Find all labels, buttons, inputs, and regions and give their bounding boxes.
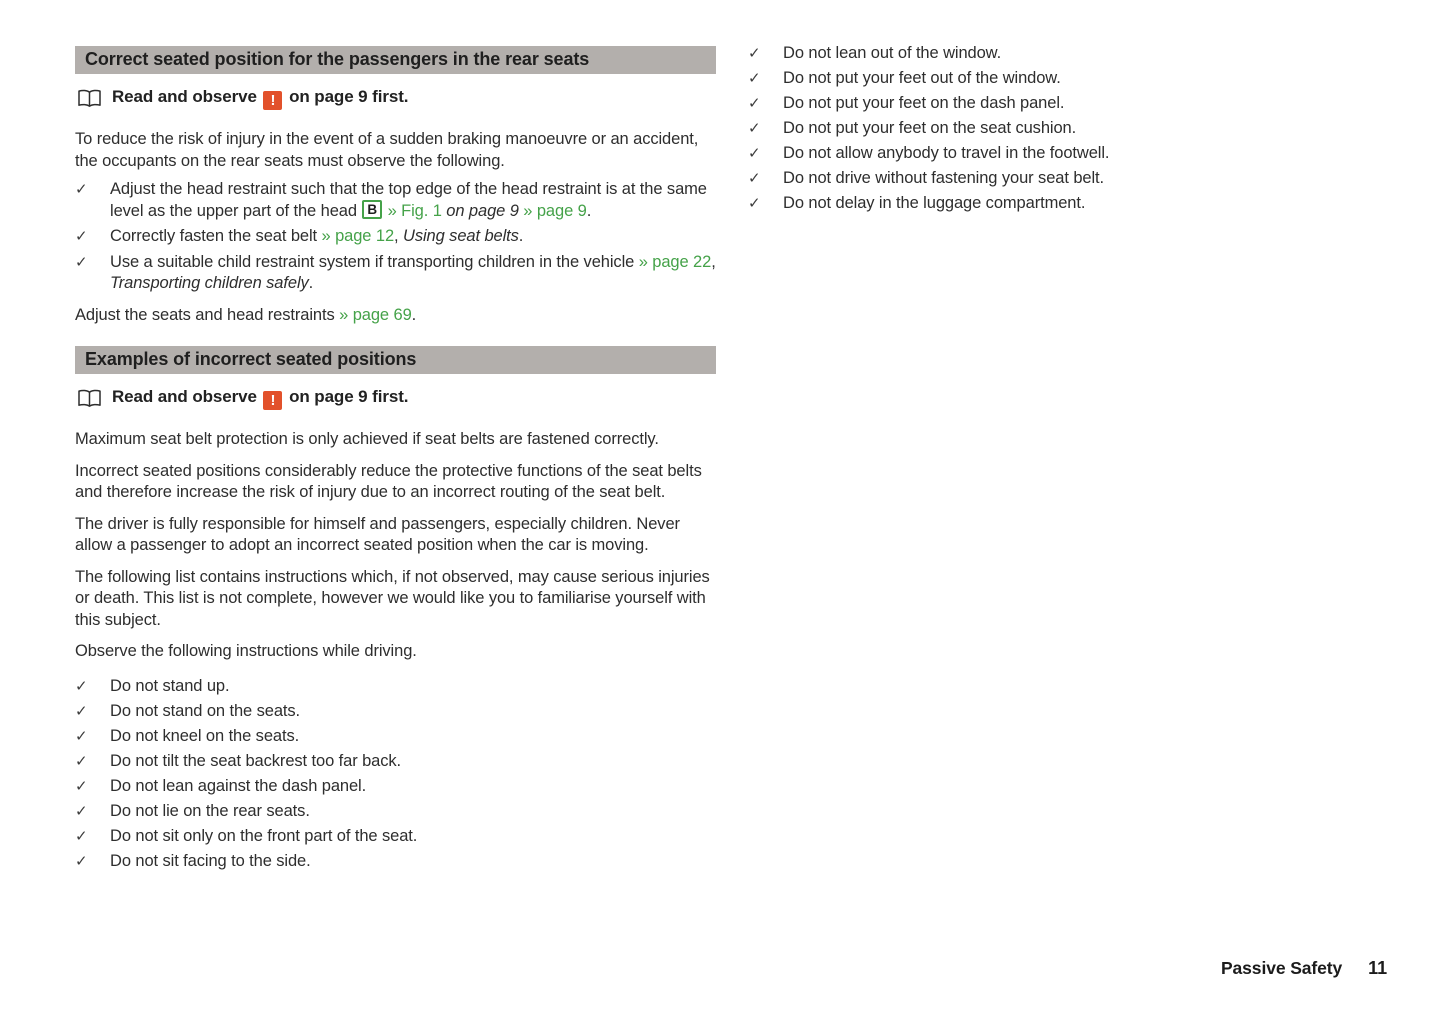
checkmark-icon: ✓	[75, 228, 88, 245]
checkmark-icon: ✓	[75, 677, 88, 695]
text-segment: Read and observe	[112, 387, 262, 406]
checklist-item	[748, 166, 1168, 191]
checklist-item-label	[110, 226, 716, 248]
chapter-title: Passive Safety	[1220, 958, 1343, 978]
checkmark-icon: ✓	[75, 752, 88, 770]
checklist-item-label: Do not put your feet out of the window.	[783, 69, 1061, 87]
text-segment: .	[411, 305, 417, 324]
cross-reference-link[interactable]: » Fig. 1	[387, 201, 442, 220]
read-observe-notice	[77, 387, 716, 410]
checkmark-icon: ✓	[748, 95, 761, 112]
checkmark-icon: ✓	[748, 145, 761, 162]
checklist-item-label	[110, 179, 716, 222]
checklist-item	[75, 849, 716, 874]
cross-reference-link[interactable]: » page 9	[523, 201, 587, 220]
page-footer	[1221, 958, 1387, 979]
text-segment: on page 9 first.	[284, 87, 409, 106]
checkmark-icon: ✓	[75, 727, 88, 745]
checkmark-icon: ✓	[748, 120, 761, 137]
checkmark-icon: ✓	[75, 827, 88, 845]
adjust-seats-line	[75, 305, 716, 327]
checkmark-icon: ✓	[748, 70, 761, 87]
checkmark-icon: ✓	[75, 802, 88, 820]
section-header: Correct seated position for the passengers in the rear seats	[75, 46, 716, 74]
checklist-item-label: Do not sit facing to the side.	[110, 851, 311, 870]
text-segment: Using seat belts	[403, 227, 519, 245]
checklist-item-label: Do not lean out of the window.	[783, 44, 1002, 62]
text-segment: Use a suitable child restraint system if transporting children in the vehicle	[110, 252, 639, 271]
text-segment: .	[518, 227, 524, 245]
checkmark-icon: ✓	[748, 45, 761, 62]
checklist-item	[748, 41, 1168, 66]
checklist-item-label	[110, 252, 716, 295]
checklist-item-label: Do not put your feet on the dash panel.	[783, 94, 1065, 112]
intro-paragraph: To reduce the risk of injury in the event of a sudden braking manoeuvre or an accident, the occupants on the rear seats must observe the following.	[75, 130, 699, 170]
text-segment: ,	[711, 252, 716, 271]
checklist-item	[748, 91, 1168, 116]
left-column	[75, 46, 716, 874]
checklist-item	[75, 699, 716, 724]
checklist-item-label: Do not tilt the seat backrest too far back.	[110, 751, 402, 770]
checklist-item-label: Do not allow anybody to travel in the footwell.	[783, 144, 1110, 162]
driving-checklist-left	[75, 674, 716, 874]
checklist-item-label: Do not lean against the dash panel.	[110, 776, 367, 795]
paragraph: Maximum seat belt protection is only achieved if seat belts are fastened correctly.	[75, 430, 659, 448]
checklist-item-label: Do not kneel on the seats.	[110, 726, 300, 745]
checklist-item-label: Do not stand on the seats.	[110, 701, 301, 720]
checklist-item	[75, 674, 716, 699]
checklist-item	[748, 141, 1168, 166]
text-segment: ,	[394, 227, 403, 245]
text-segment: Adjust the head restraint such that the top edge of the head restraint is at the same level as the upper part of the head	[110, 180, 707, 220]
checkmark-icon: ✓	[75, 181, 88, 198]
checklist-item	[748, 66, 1168, 91]
checklist-item-label: Do not drive without fastening your seat belt.	[783, 169, 1105, 187]
checkmark-icon: ✓	[748, 170, 761, 187]
open-book-icon	[77, 389, 102, 408]
paragraph: Incorrect seated positions considerably reduce the protective functions of the seat belts and therefore increase the risk of injury due to an incorrect routing of the seat belt.	[75, 461, 702, 501]
checkmark-icon: ✓	[75, 253, 88, 271]
checkmark-icon: ✓	[75, 702, 88, 720]
driving-checklist-right	[748, 41, 1168, 216]
checklist-item	[75, 749, 716, 774]
figure-letter-badge: B	[362, 200, 382, 219]
section-correct-seated-position	[75, 46, 716, 326]
notice-text	[112, 387, 408, 410]
checklist-item	[748, 116, 1168, 141]
checklist-item-label: Do not delay in the luggage compartment.	[783, 194, 1086, 212]
checklist-item-label: Do not sit only on the front part of the seat.	[110, 826, 418, 845]
body-paragraphs	[75, 429, 716, 663]
exclamation-warning-icon: !	[263, 391, 282, 410]
checkmark-icon: ✓	[748, 195, 761, 212]
cross-reference-link[interactable]: » page 12	[321, 227, 395, 245]
checkmark-icon: ✓	[75, 777, 88, 795]
checklist-item-label: Do not stand up.	[110, 676, 230, 695]
checklist-item	[748, 191, 1168, 216]
page-number: 11	[1368, 958, 1387, 978]
text-segment: on page 9 first.	[284, 387, 409, 406]
section-incorrect-seated-positions	[75, 346, 716, 874]
section-header: Examples of incorrect seated positions	[75, 346, 716, 374]
checklist-item-label: Do not lie on the rear seats.	[110, 801, 310, 820]
checklist-item	[75, 724, 716, 749]
instruction-list	[75, 179, 716, 295]
instruction-item	[75, 179, 716, 222]
paragraph: The following list contains instructions which, if not observed, may cause serious injuries or death. This list is not complete, however we would like you to familiarise yourself with this subject.	[75, 567, 710, 629]
text-segment: .	[586, 201, 592, 220]
text-segment: Read and observe	[112, 87, 262, 106]
open-book-icon	[77, 89, 102, 108]
paragraph: Observe the following instructions while driving.	[75, 642, 417, 660]
checklist-item	[75, 774, 716, 799]
read-observe-notice	[77, 87, 716, 110]
text-segment: Adjust the seats and head restraints	[75, 305, 340, 324]
text-segment: .	[308, 274, 314, 292]
instruction-item	[75, 226, 716, 248]
exclamation-warning-icon: !	[263, 91, 282, 110]
checklist-item	[75, 799, 716, 824]
cross-reference-link[interactable]: » page 22	[638, 252, 712, 271]
checkmark-icon: ✓	[75, 852, 88, 870]
checklist-item-label: Do not put your feet on the seat cushion.	[783, 119, 1077, 137]
cross-reference-link[interactable]: » page 69	[339, 305, 412, 324]
instruction-item	[75, 252, 716, 295]
text-segment: Transporting children safely	[110, 274, 309, 292]
paragraph: The driver is fully responsible for himself and passengers, especially children. Never allow a passenger to adopt an incorrect seated position when the car is moving.	[75, 514, 680, 554]
checklist-item	[75, 824, 716, 849]
notice-text	[112, 87, 408, 110]
text-segment: Correctly fasten the seat belt	[110, 227, 322, 245]
right-column	[748, 41, 1168, 216]
text-segment: on page 9	[441, 201, 524, 220]
